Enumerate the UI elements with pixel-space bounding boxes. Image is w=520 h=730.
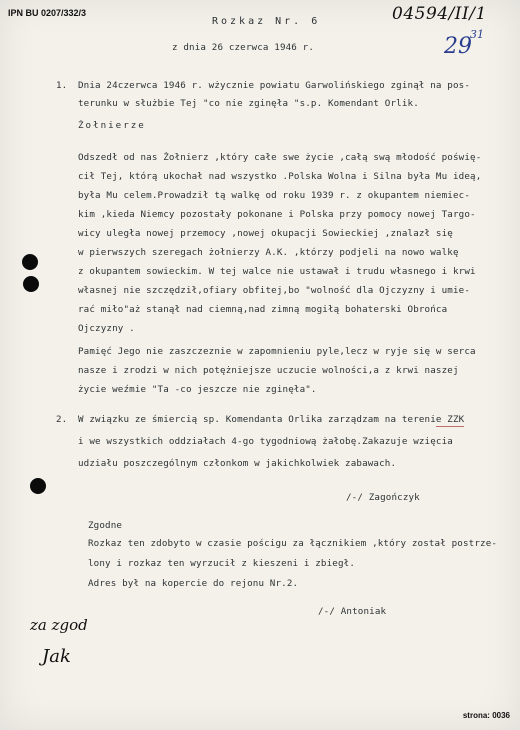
- body-line: cił Tej, którą ukochał nad wszystko .Polska Wolna i Silna była Mu ideą,: [78, 171, 482, 182]
- item2-number: 2.: [56, 414, 68, 425]
- item1-number: 1.: [56, 80, 68, 91]
- body-line: Odszedł od nas Żołnierz ,który całe swe życie ,całą swą młodość poświę-: [78, 152, 482, 163]
- soldiers-heading: Żołnierze: [78, 120, 146, 131]
- item2-line: udziału poszczególnym członkom w jakichkolwiek zabawach.: [78, 458, 397, 469]
- ink-page-number: 29: [444, 34, 472, 59]
- body-line: życie weźmie "Ta -co jeszcze nie zginęła".: [78, 384, 317, 395]
- note-line: lony i rozkaz ten wyrzucił z kieszeni i zbiegł.: [88, 558, 356, 569]
- body-line: kim ,kieda Niemcy pozostały pokonane i Polska przy pomocy nowej Targo-: [78, 209, 476, 220]
- body-line: wicy uległa nowej przemocy ,nowej okupacji Sowieckiej ,znalazł się: [78, 228, 453, 239]
- handwritten-note: Jak: [42, 646, 71, 667]
- note-line: Rozkaz ten zdobyto w czasie pościgu za łącznikiem ,który został postrze-: [88, 538, 498, 549]
- body-line: własnej nie szczędził,ofiary obfitej,bo "wolność dla Ojczyzny i umie-: [78, 285, 471, 296]
- body-line: nasze i zrodzi w nich potężniejsze uczucie wolności,a z krwi naszej: [78, 365, 459, 376]
- item1-line: Dnia 24czerwca 1946 r. wżycznie powiatu Garwolińskiego zginął na pos-: [78, 80, 471, 91]
- body-line: Pamięć Jego nie zaszczeznie w zapomnieniu pyle,lecz w ryje się w serca: [78, 346, 476, 357]
- item2-line: W związku ze śmiercią sp. Komendanta Orlika zarządzam na terenie ZZK: [78, 414, 465, 425]
- punch-hole: [30, 478, 46, 494]
- date-line: z dnia 26 czerwca 1946 r.: [172, 42, 315, 53]
- zgodne-label: Zgodne: [88, 520, 123, 531]
- red-underline-zzk: [436, 426, 464, 427]
- item2-line: i we wszystkich oddziałach 4-go tygodniową żałobę.Zakazuje wzięcia: [78, 436, 453, 447]
- body-line: była Mu celem.Prowadził tą walkę od roku 1939 r. z okupantem niemiec-: [78, 190, 471, 201]
- ink-registry-number: 04594/II/1: [392, 4, 487, 24]
- signature-antoniak: /-/ Antoniak: [318, 606, 387, 617]
- page-footer: strona: 0036: [462, 711, 510, 720]
- handwritten-note: za zgod: [30, 616, 88, 634]
- body-line: Ojczyzny .: [78, 323, 135, 334]
- punch-hole: [23, 276, 39, 292]
- body-line: z okupantem sowieckim. W tej walce nie ustawał i trudu własnego i krwi: [78, 266, 476, 277]
- signature-zagonczyk: /-/ Zagończyk: [346, 492, 420, 503]
- document-title: Rozkaz Nr. 6: [212, 16, 321, 27]
- punch-hole: [22, 254, 38, 270]
- note-line: Adres był na kopercie do rejonu Nr.2.: [88, 578, 299, 589]
- body-line: rać miło"aż stanął nad ciemną,nad zimną mogiłą bohaterski Obrońca: [78, 304, 448, 315]
- item1-line: terunku w służbie Tej "co nie zginęła "s.p. Komendant Orlik.: [78, 98, 419, 109]
- ink-small-number: 31: [470, 28, 484, 41]
- archive-reference: IPN BU 0207/332/3: [8, 8, 87, 18]
- body-line: w pierwszych szeregach żołnierzy A.K. ,którzy podjeli na nowo walkę: [78, 247, 459, 258]
